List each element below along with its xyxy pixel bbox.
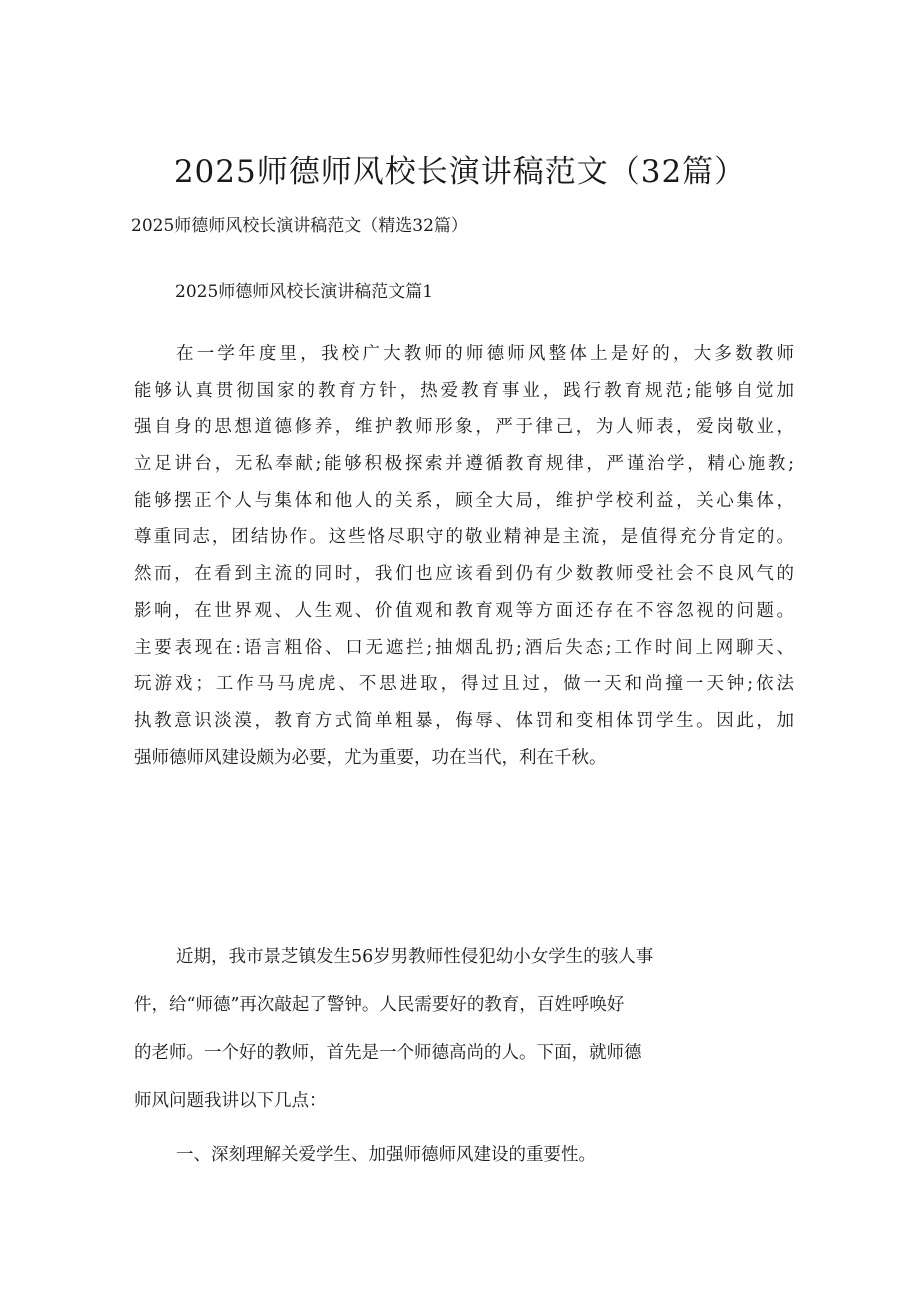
paragraph-line: 能够摆正个人与集体和他人的关系，顾全大局，维护学校利益，关心集体， — [134, 490, 794, 511]
paragraph-line: 在一学年度里，我校广大教师的师德师风整体上是好的，大多数教师 — [176, 344, 794, 364]
paragraph-line: 立足讲台，无私奉献;能够积极探索并遵循教育规律，严谨治学，精心施教; — [134, 454, 794, 475]
paragraph-line: 的老师。一个好的教师，首先是一个师德高尚的人。下面，就师德 — [134, 1043, 642, 1063]
paragraph-line: 件，给“师德”再次敲起了警钟。人民需要好的教育，百姓呼唤好 — [134, 995, 625, 1015]
paragraph-1 — [134, 336, 794, 776]
paragraph-line: 尊重同志，团结协作。这些恪尽职守的敬业精神是主流，是值得充分肯定的。 — [134, 527, 794, 548]
section-heading: 2025师德师风校长演讲稿范文篇1 — [175, 282, 434, 302]
paragraph-2 — [134, 933, 734, 1125]
paragraph-line: 然而，在看到主流的同时，我们也应该看到仍有少数教师受社会不良风气的 — [134, 564, 794, 585]
paragraph-line: 执教意识淡漠，教育方式简单粗暴，侮辱、体罚和变相体罚学生。因此，加 — [134, 710, 794, 731]
paragraph-line: 近期，我市景芝镇发生56岁男教师性侵犯幼小女学生的骇人事 — [176, 947, 654, 967]
paragraph-line: 强自身的思想道德修养，维护教师形象，严于律己，为人师表，爱岗敬业， — [134, 417, 794, 438]
document-title: 2025师德师风校长演讲稿范文（32篇） — [173, 154, 747, 190]
paragraph-line: 强师德师风建设颇为必要，尤为重要，功在当代，利在千秋。 — [134, 747, 607, 768]
paragraph-line: 玩游戏；工作马马虎虎、不思进取，得过且过，做一天和尚撞一天钟;依法 — [134, 674, 794, 695]
paragraph-line: 能够认真贯彻国家的教育方针，热爱教育事业，践行教育规范;能够自觉加 — [134, 380, 794, 401]
paragraph-line: 师风问题我讲以下几点： — [134, 1091, 327, 1111]
paragraph-line: 主要表现在:语言粗俗、口无遮拦;抽烟乱扔;酒后失态;工作时间上网聊天、 — [134, 637, 794, 658]
document-subtitle: 2025师德师风校长演讲稿范文（精选32篇） — [131, 216, 468, 236]
point-heading-1: 一、深刻理解关爱学生、加强师德师风建设的重要性。 — [176, 1145, 596, 1165]
paragraph-line: 影响，在世界观、人生观、价值观和教育观等方面还存在不容忽视的问题。 — [134, 600, 794, 621]
